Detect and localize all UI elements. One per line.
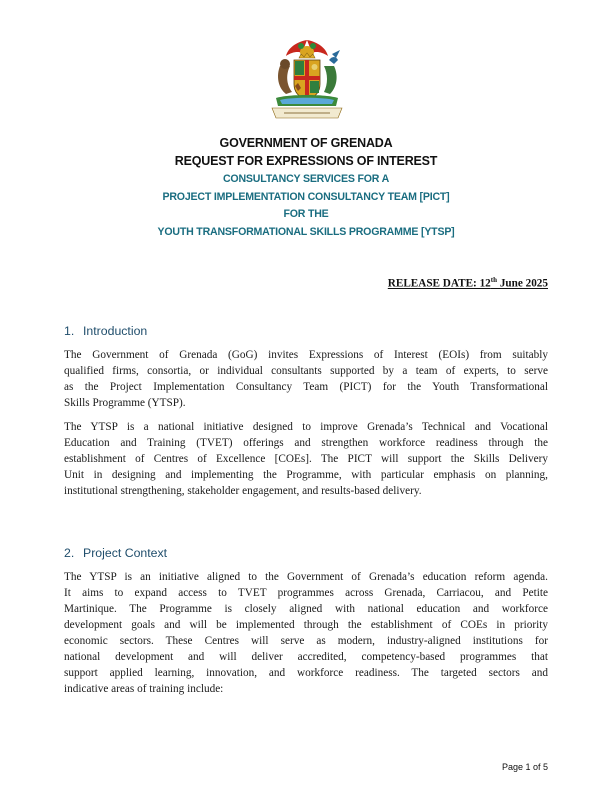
- release-date-ordinal: th: [490, 276, 498, 284]
- release-date-label: RELEASE DATE: 12: [387, 277, 491, 290]
- text-line: Education and Training (TVET) offerings and strengthen workforce readiness through the: [64, 437, 548, 449]
- text-line: economic sectors. These Centres will serve as modern, industry-aligned institutions for: [64, 635, 548, 647]
- release-date-rest: June 2025: [497, 277, 548, 290]
- header-subtitle-line-2: PROJECT IMPLEMENTATION CONSULTANCY TEAM [PICT]: [162, 191, 450, 203]
- release-date: [388, 276, 548, 290]
- header-subtitle-line-1: CONSULTANCY SERVICES FOR A: [222, 173, 390, 185]
- text-line: Martinique. The Programme is closely aligned with national education and workforce: [64, 603, 548, 615]
- grenada-coat-of-arms-icon: [266, 36, 348, 122]
- text-line: as the Project Implementation Consultancy Team (PICT) for the Youth Transformational: [64, 381, 548, 393]
- header-rfei: REQUEST FOR EXPRESSIONS OF INTEREST: [174, 154, 438, 168]
- page-number: Page 1 of 5: [501, 762, 548, 772]
- section-heading-project-context: [64, 546, 167, 560]
- header-subtitle-line-4: YOUTH TRANSFORMATIONAL SKILLS PROGRAMME [YTSP]: [157, 226, 455, 238]
- text-line: national development and will deliver accredited, competency-based programmes that: [64, 651, 548, 663]
- text-line: qualified firms, consortia, or individual consultants supported by a team of experts, to serve: [64, 365, 548, 377]
- text-line: Unit in designing and implementing the Programme, with particular emphasis on planning,: [64, 469, 548, 481]
- section-number: 1.: [64, 324, 75, 338]
- paragraph-intro-2: [64, 419, 548, 499]
- text-line: The Government of Grenada (GoG) invites Expressions of Interest (EOIs) from suitably: [64, 349, 548, 361]
- text-line: support applied learning, innovation, and workforce readiness. The targeted sectors and: [64, 667, 548, 679]
- text-line: establishment of Centres of Excellence [COEs]. The PICT will support the Skills Delivery: [64, 453, 548, 465]
- section-title: Introduction: [83, 324, 148, 338]
- text-line: The YTSP is a national initiative designed to improve Grenada’s Technical and Vocational: [64, 421, 548, 433]
- text-line: Skills Programme (YTSP).: [64, 397, 186, 409]
- text-line: It aims to expand access to TVET programmes across Grenada, Carriacou, and Petite: [64, 587, 548, 599]
- text-line: indicative areas of training include:: [64, 683, 224, 695]
- text-line: development goals and will be implemented through the establishment of COEs in priority: [64, 619, 548, 631]
- text-line: institutional strengthening, stakeholder engagement, and results-based delivery.: [64, 485, 422, 497]
- section-title: Project Context: [83, 546, 168, 560]
- header-subtitle-line-3: FOR THE: [283, 208, 329, 220]
- section-number: 2.: [64, 546, 75, 560]
- paragraph-context-1: [64, 569, 548, 697]
- header-government: GOVERNMENT OF GRENADA: [219, 136, 393, 150]
- section-heading-introduction: [64, 324, 147, 338]
- text-line: The YTSP is an initiative aligned to the Government of Grenada’s education reform agenda.: [64, 571, 548, 583]
- paragraph-intro-1: [64, 347, 548, 411]
